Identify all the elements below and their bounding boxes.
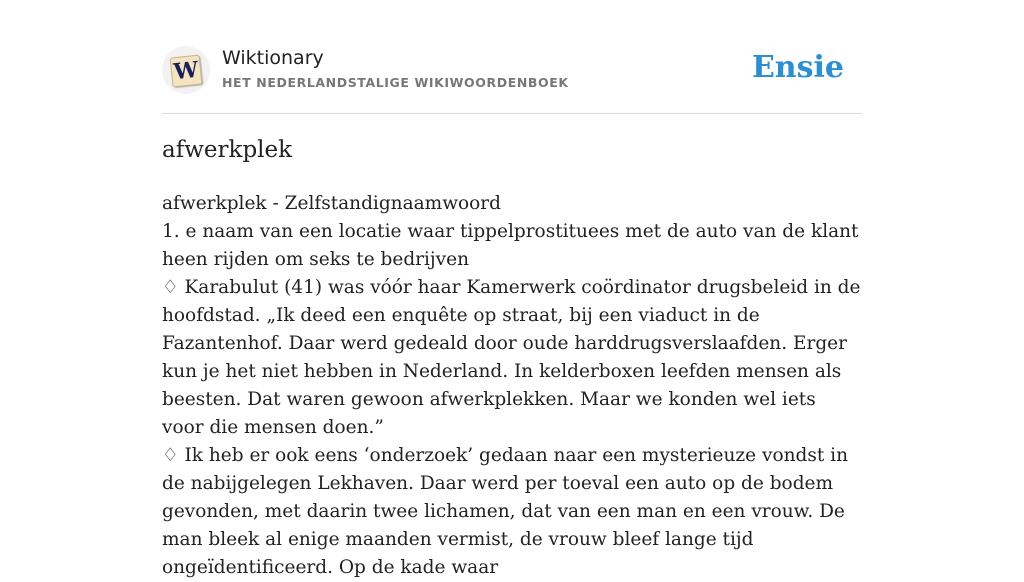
site-header: [162, 44, 862, 100]
entry-content: [162, 190, 862, 582]
ensie-brand-link[interactable]: Ensie: [751, 50, 844, 85]
entry-definition: 1. e naam van een locatie waar tippelprostituees met de auto van de klant heen rijden om seks te bedrijven: [162, 221, 859, 270]
site-name[interactable]: Wiktionary: [222, 47, 324, 69]
entry-example: ♢ Karabulut (41) was vóór haar Kamerwerk coördinator drugsbeleid in de hoofdstad. „Ik deed een enquête op straat, bij een viaduct in de Fazantenhof. Daar werd gedeald door oude harddrugsverslaafden. Erger kun je het niet hebben in Nederland. In kelderboxen leefden mensen als beesten. Dat waren gewoon afwerkplekken. Maar we konden wel iets voor die mensen doen.”: [162, 277, 861, 438]
wiktionary-logo[interactable]: [162, 46, 210, 94]
site-tagline: HET NEDERLANDSTALIGE WIKIWOORDENBOEK: [222, 75, 569, 90]
page-title: afwerkplek: [162, 137, 293, 163]
header-divider: [162, 113, 862, 114]
logo-tile-icon: W: [170, 55, 203, 88]
entry-subtitle: afwerkplek - Zelfstandignaamwoord: [162, 193, 501, 214]
entry-example: ♢ Ik heb er ook eens ‘onderzoek’ gedaan naar een mysterieuze vondst in de nabijgelegen Lekhaven. Daar werd per toeval een auto op de bodem gevonden, met daarin twee lichamen, dat van een man en een vrouw. De man bleek al enige maanden vermist, de vrouw bleef lange tijd ongeïdentificeerd. Op de kade waar: [162, 445, 848, 578]
